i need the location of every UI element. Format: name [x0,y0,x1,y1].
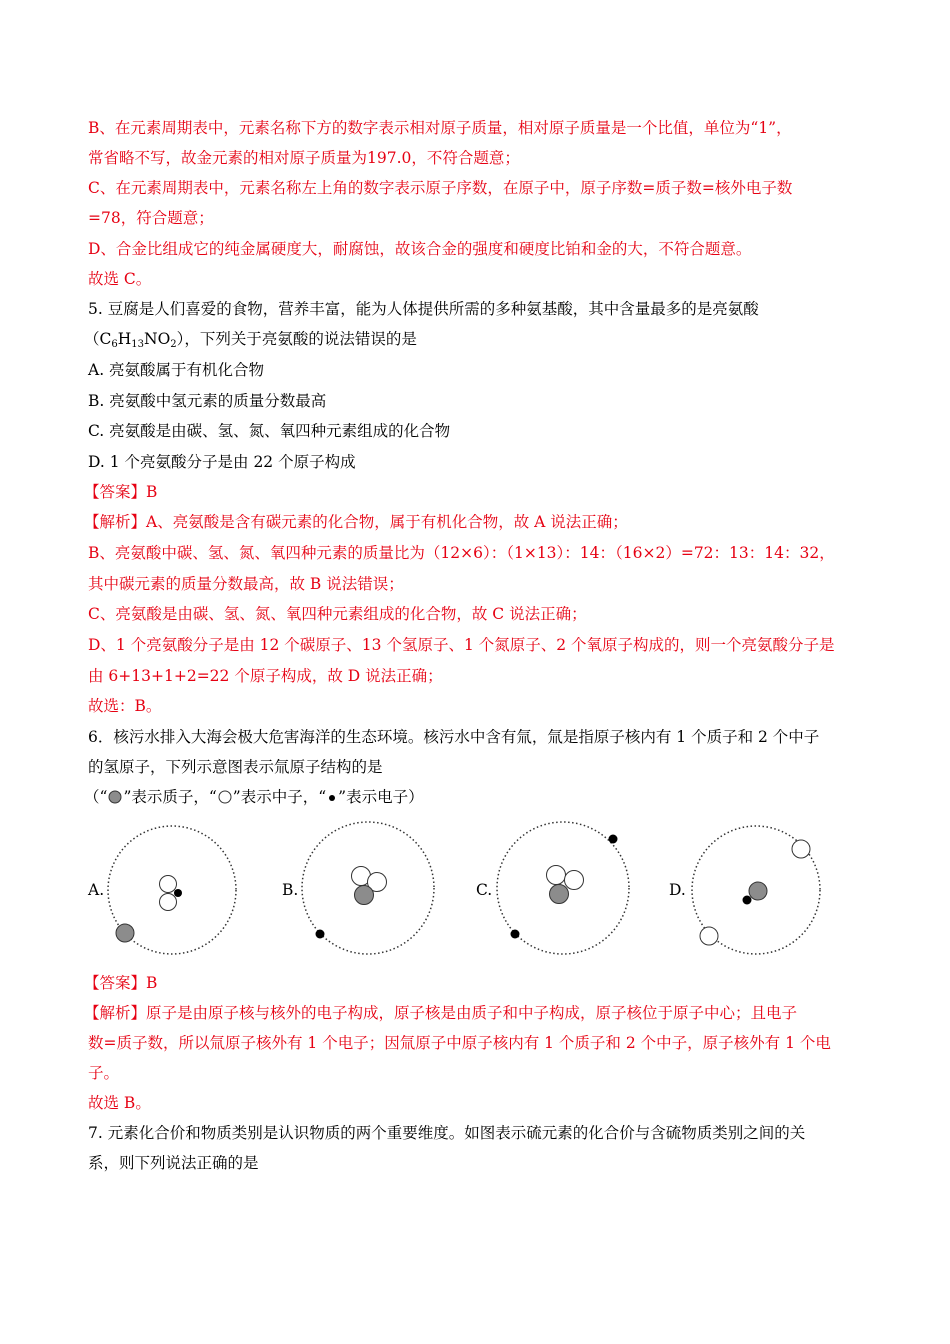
q4-analysis-d-line1: D、合金比组成它的纯金属硬度大，耐腐蚀，故该合金的强度和硬度比铂和金的大，不符合题意。 [88,240,752,258]
neutron-icon [218,790,232,804]
neutron [160,894,177,911]
q5-option-d: D. 1 个亮氨酸分子是由 22 个原子构成 [88,453,356,471]
option-b-label: B. [282,881,299,899]
q5-option-c: C. 亮氨酸是由碳、氢、氮、氧四种元素组成的化合物 [88,422,451,440]
q6-analysis-line1: 【解析】原子是由原子核与核外的电子构成，原子核是由质子和中子构成，原子核位于原子中心；且电子 [84,1004,798,1022]
q4-analysis-b-line2: 常省略不写，故金元素的相对原子质量为197.0，不符合题意； [88,149,520,167]
q6-answer: 【答案】B [84,974,158,992]
neutron [792,840,810,858]
q5-analysis-d-line1: D、1 个亮氨酸分子是由 12 个碳原子、13 个氢原子、1 个氮原子、2 个氧原子构成的，则一个亮氨酸分子是 [88,636,835,654]
q4-analysis-c-line1: C、在元素周期表中，元素名称左上角的数字表示原子序数，在原子中，原子序数=质子数=核外电子数 [88,179,793,197]
q5-stem-line2: $(C_6H_{13}NO_2)$，下列关于亮氨酸的说法错误的是 [84,330,417,350]
neutron [160,876,177,893]
electron-icon [327,790,337,804]
proton [550,885,569,904]
electron [743,896,752,905]
q6-legend: （“ ”表示质子，“ ”表示中子，“ ”表示电子） [84,788,424,806]
neutron [565,871,584,890]
atom-diagram-b [298,818,438,958]
proton [116,924,134,942]
electron [609,835,618,844]
q5-analysis-b-line2: 其中碳元素的质量分数最高，故 B 说法错误； [88,575,404,593]
q5-option-a: A. 亮氨酸属于有机化合物 [88,361,265,379]
q5-conclusion: 故选：B。 [88,697,162,715]
atom-diagram-c [493,818,633,958]
q4-analysis-b-line1: B、在元素周期表中，元素名称下方的数字表示相对原子质量，相对原子质量是一个比值，单位为“1”， [88,119,792,137]
neutron [700,927,718,945]
proton [749,882,767,900]
electron [511,930,520,939]
q7-stem-line2: 系，则下列说法正确的是 [88,1154,259,1172]
electron [316,930,325,939]
q5-stem-line1: 5. 豆腐是人们喜爱的食物，营养丰富，能为人体提供所需的多种氨基酸，其中含量最多的是亮氨酸 [88,300,759,318]
q5-analysis-c: C、亮氨酸是由碳、氢、氮、氧四种元素组成的化合物，故 C 说法正确； [88,605,587,623]
atom-diagram-a [104,822,240,958]
q6-stem-line1: 6．核污水排入大海会极大危害海洋的生态环境。核污水中含有氚，氚是指原子核内有 1 个质子和 2 个中子 [88,728,820,746]
q5-analysis-b-line1: B、亮氨酸中碳、氢、氮、氧四种元素的质量比为（12×6）：（1×13）：14：（16×2）=72：13：14：32， [88,544,835,562]
option-d-label: D. [669,881,686,899]
q6-stem-line2: 的氢原子，下列示意图表示氚原子结构的是 [88,758,383,776]
neutron [547,866,566,885]
answer-tag: 【答案】 [84,974,147,992]
q5-option-b: B. 亮氨酸中氢元素的质量分数最高 [88,392,327,410]
electron [174,889,182,897]
proton-icon [108,790,122,804]
q7-stem-line1: 7. 元素化合价和物质类别是认识物质的两个重要维度。如图表示硫元素的化合价与含硫物质类别之间的关 [88,1124,806,1142]
answer-tag: 【答案】 [84,483,147,501]
atom-diagram-d [688,822,824,958]
q6-conclusion: 故选 B。 [88,1094,151,1112]
option-c-label: C. [476,881,493,899]
q6-analysis-line3: 子。 [88,1064,120,1082]
q5-analysis-d-line2: 由 6+13+1+2=22 个原子构成，故 D 说法正确； [88,667,443,685]
q6-analysis-line2: 数=质子数，所以氚原子核外有 1 个电子；因氚原子中原子核内有 1 个质子和 2 个中子，原子核外有 1 个电 [88,1034,831,1052]
analysis-tag: 【解析】 [84,1004,147,1022]
q4-conclusion: 故选 C。 [88,270,152,288]
option-a-label: A. [88,881,105,899]
analysis-tag: 【解析】 [84,513,147,531]
q5-answer: 【答案】B [84,483,158,501]
q4-analysis-c-line2: =78，符合题意； [88,209,214,227]
q5-analysis-a: 【解析】A、亮氨酸是含有碳元素的化合物，属于有机化合物，故 A 说法正确； [84,513,628,531]
proton [355,886,374,905]
